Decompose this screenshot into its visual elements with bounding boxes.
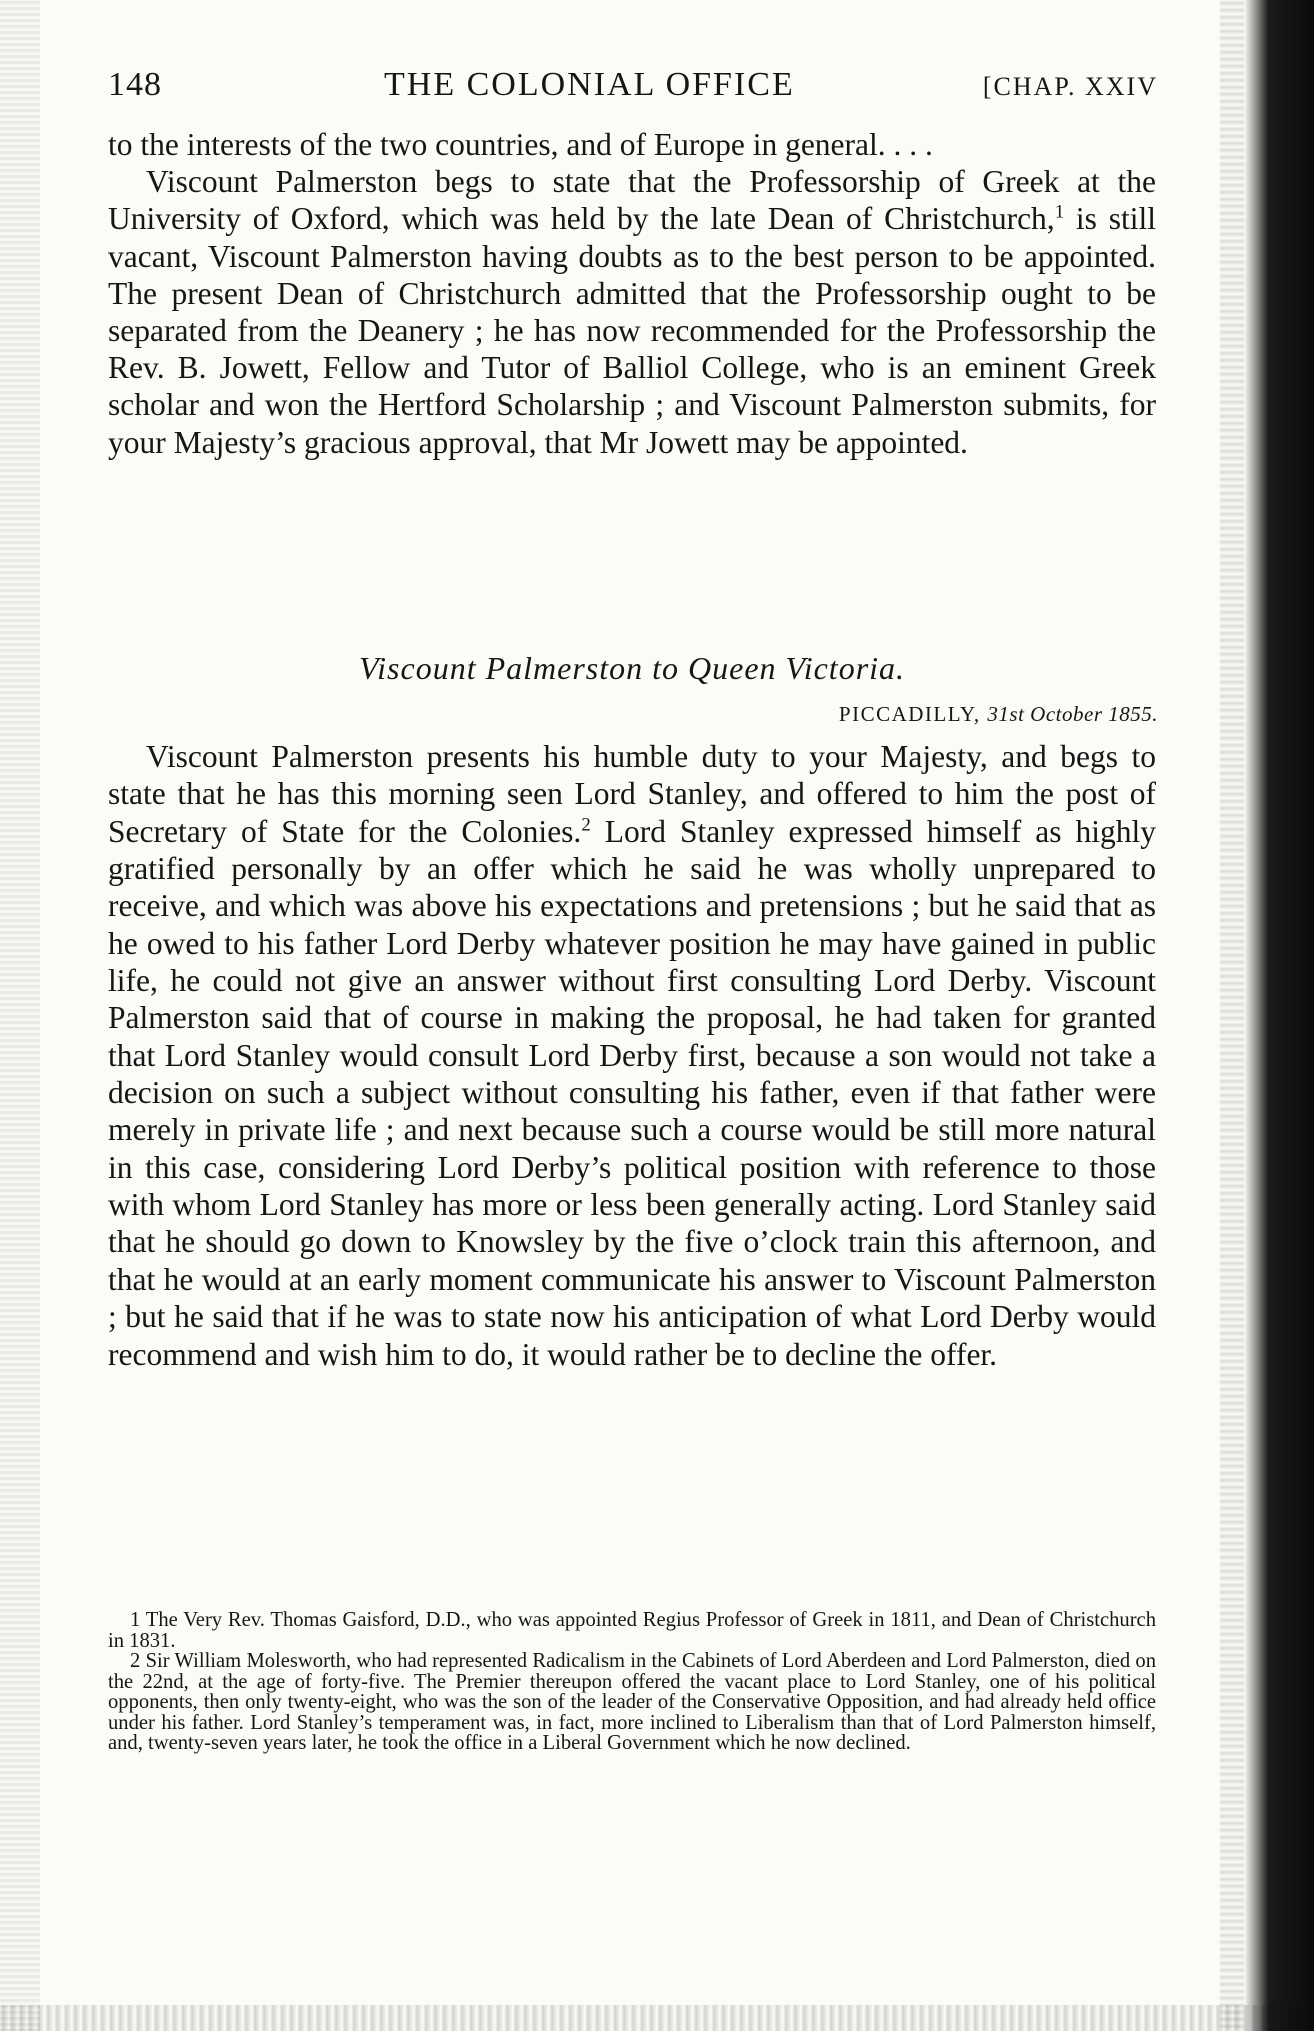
body-text [108, 126, 1156, 461]
letter-body [108, 738, 1156, 1373]
paragraph: Viscount Palmerston begs to state that the Professorship of Greek at the University of Oxford, which was held by the late Dean of Christchurch,$^1$ is still vacant, Viscount Palmerston having doubts as to the best person to be appointed. The present Dean of Christchurch admitted that the Professorship ought to be separated from the Deanery ; he has now recommended for the Professorship the Rev. B. Jowett, Fellow and Tutor of Balliol College, who is an eminent Greek scholar and won the Hertford Scholarship ; and Viscount Palmerston submits, for your Majesty’s gracious approval, that Mr Jowett may be appointed. [108, 164, 1156, 460]
footnote-ref: 1 [1054, 202, 1065, 224]
letter-heading: Viscount Palmerston to Queen Victoria. [358, 650, 906, 686]
footnotes [108, 1610, 1156, 1754]
chapter-label: [CHAP. XXIV [982, 72, 1158, 101]
scan-shadow-left [0, 0, 40, 2031]
running-title: THE COLONIAL OFFICE [384, 66, 795, 103]
paragraph: Viscount Palmerston presents his humble duty to your Majesty, and begs to state that he has this morning seen Lord Stanley, and offered to him the post of Secretary of State for the Colonies.$^2$ Lord Stanley expressed himself as highly gratified personally by an offer which he said he was wholly unprepared to receive, and which was above his expectations and pretensions ; but he said that as he owed to his father Lord Derby whatever position he may have gained in public life, he could not give an answer without first consulting Lord Derby. Viscount Palmerston said that of course in making the proposal, he had taken for granted that Lord Stanley would consult Lord Derby first, because a son would not take a decision on such a subject without consulting his father, even if that father were merely in private life ; and next because such a course would be still more natural in this case, considering Lord Derby’s political position with reference to those with whom Lord Stanley has more or less been generally acting. Lord Stanley said that he should go down to Knowsley by the five o’clock train this afternoon, and that he would at an early moment communicate his answer to Viscount Palmerston ; but he said that if he was to state now his anticipation of what Lord Derby would recommend and wish him to do, it would rather be to decline the offer. [108, 739, 1156, 1372]
running-header [108, 66, 1158, 110]
footnote-marker: 2 [130, 1650, 141, 1672]
page-number: 148 [108, 66, 162, 103]
footnote-ref: 2 [581, 814, 591, 836]
footnote: 2 Sir William Molesworth, who had represented Radicalism in the Cabinets of Lord Aberdeen and Lord Palmerston, died on the 22nd, at the age of forty-five. The Premier thereupon offered the vacant place to Lord Stanley, one of his political opponents, then only twenty-eight, who was the son of the leader of the Conservative Opposition, and had already held office under his father. Lord Stanley’s temperament was, in fact, more inclined to Liberalism than that of Lord Palmerston himself, and, twenty-seven years later, he took the office in a Liberal Government which he now declined. [108, 1650, 1156, 1754]
dateline-place: PICCADILLY, [838, 702, 981, 726]
footnote: 1 The Very Rev. Thomas Gaisford, D.D., who was appointed Regius Professor of Greek in 1811, and Dean of Christchurch in 1831. [108, 1609, 1156, 1652]
scan-shadow-bottom [0, 2005, 1314, 2031]
footnote-marker: 1 [130, 1609, 141, 1631]
paragraph: to the interests of the two countries, and of Europe in general. . . . [108, 127, 933, 162]
dateline-date: 31st October 1855. [987, 702, 1158, 726]
dateline [839, 702, 1158, 727]
scan-speckle-right [1220, 0, 1244, 2031]
scan-shadow-right [1244, 0, 1314, 2031]
